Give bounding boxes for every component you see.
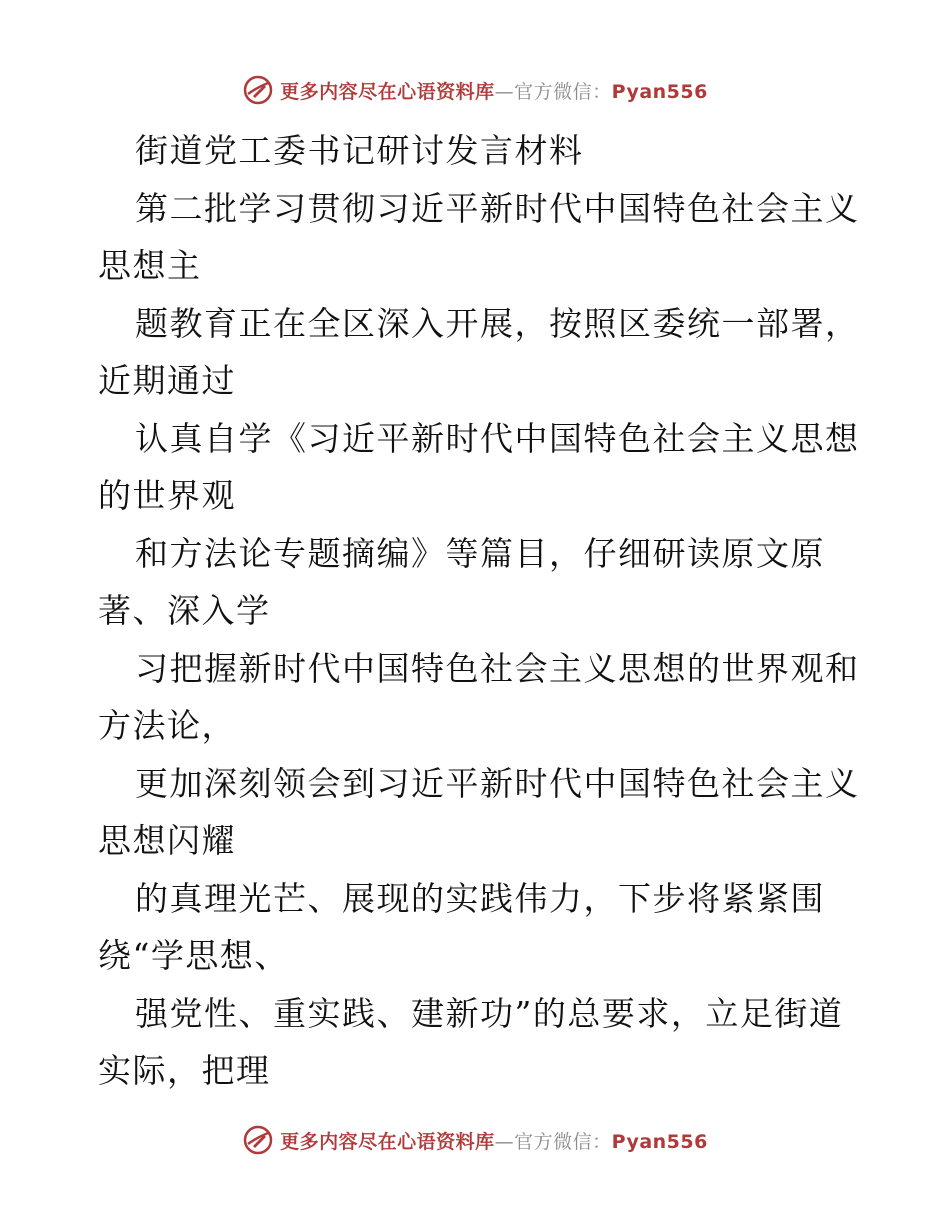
watermark-dash: —	[494, 1130, 515, 1153]
watermark-banner-bottom	[0, 1120, 950, 1160]
watermark-banner-top	[0, 70, 950, 110]
text-line: 强党性、重实践、建新功”的总要求，立足街道	[135, 993, 844, 1033]
pen-logo-icon	[242, 74, 274, 106]
watermark-wechat-label: 官方微信：	[514, 1130, 612, 1153]
watermark-dash: —	[494, 80, 515, 103]
document-body	[98, 122, 858, 1100]
watermark-wechat-id: Pyan556	[611, 1130, 708, 1153]
text-line: 近期通过	[98, 361, 236, 400]
text-line: 第二批学习贯彻习近平新时代中国特色社会主义	[135, 188, 860, 228]
text-line: 思想主	[98, 246, 202, 285]
text-line: 实际，把理	[98, 1051, 271, 1090]
watermark-wechat-id: Pyan556	[611, 80, 708, 103]
text-line: 思想闪耀	[98, 821, 236, 860]
text-line: 方法论，	[98, 706, 236, 745]
text-line: 的真理光芒、展现的实践伟力，下步将紧紧围	[135, 878, 825, 918]
text-line: 绕“学思想、	[98, 936, 289, 975]
text-line: 和方法论专题摘编》等篇目，仔细研读原文原	[135, 533, 825, 573]
pen-logo-icon	[242, 1124, 274, 1156]
watermark-wechat-label: 官方微信：	[514, 80, 612, 103]
text-line: 题教育正在全区深入开展，按照区委统一部署，	[135, 303, 860, 343]
text-line: 更加深刻领会到习近平新时代中国特色社会主义	[135, 763, 860, 803]
text-line: 习把握新时代中国特色社会主义思想的世界观和	[135, 648, 860, 688]
watermark-site-text: 更多内容尽在心语资料库	[280, 80, 495, 103]
text-line: 认真自学《习近平新时代中国特色社会主义思想	[135, 418, 860, 458]
text-line: 街道党工委书记研讨发言材料	[135, 131, 584, 170]
watermark-site-text: 更多内容尽在心语资料库	[280, 1130, 495, 1153]
text-line: 著、深入学	[98, 591, 271, 630]
text-line: 的世界观	[98, 476, 236, 515]
